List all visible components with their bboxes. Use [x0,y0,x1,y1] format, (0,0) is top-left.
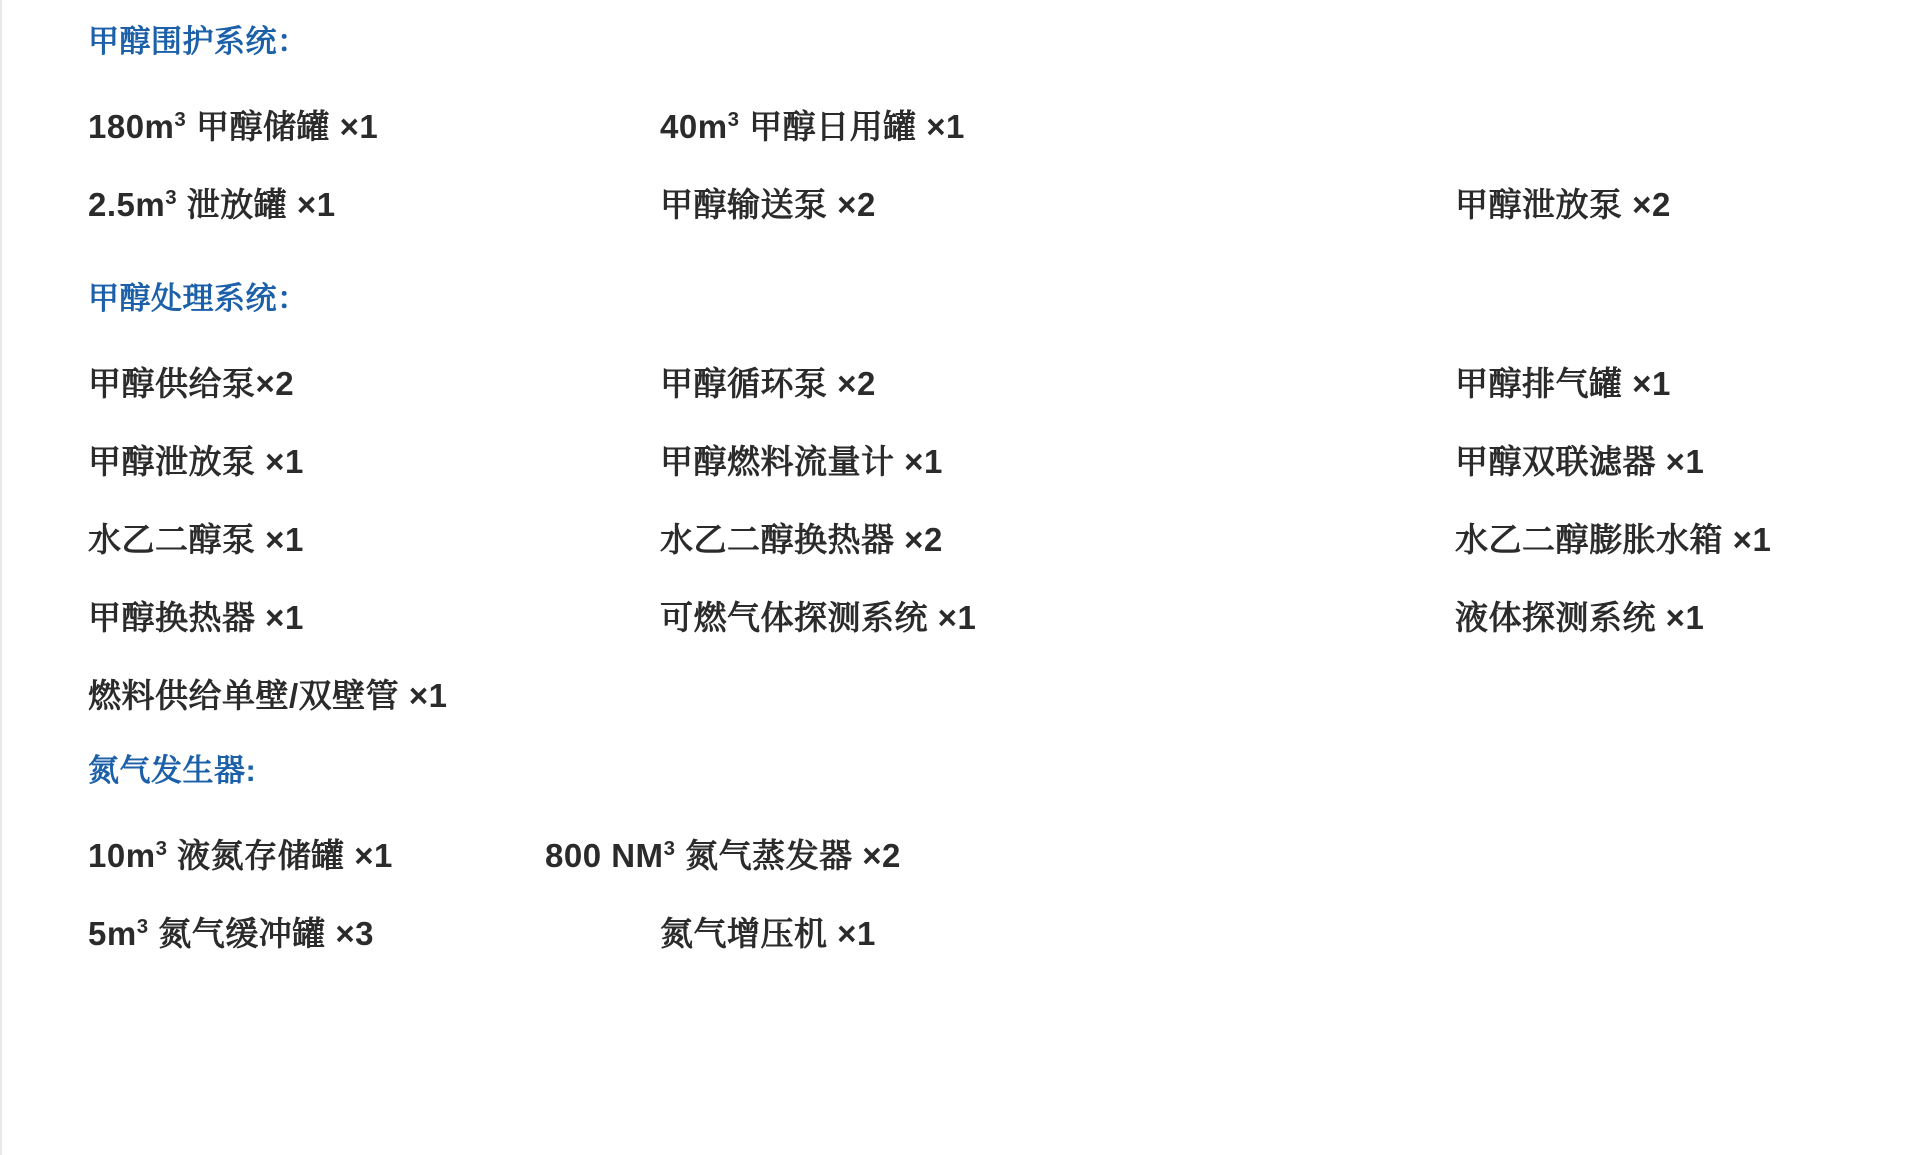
equipment-item: 氮气增压机 ×1 [660,915,876,952]
equipment-item: 甲醇供给泵×2 [88,365,295,402]
equipment-row [0,101,965,179]
equipment-item: $180m^3$ 甲醇储罐 ×1 [88,108,379,145]
section-methanol-processing [0,273,1772,748]
equipment-item: 甲醇泄放泵 ×1 [88,443,304,480]
equipment-item: 水乙二醇换热器 ×2 [660,521,943,558]
equipment-item: $10m^3$ 液氮存储罐 ×1 [88,837,393,874]
equipment-row [0,670,448,748]
equipment-item: 可燃气体探测系统 ×1 [660,599,977,636]
section-rows [0,830,901,986]
equipment-row [0,358,1671,436]
section-nitrogen-generator [0,745,901,986]
equipment-item: 水乙二醇泵 ×1 [88,521,304,558]
equipment-item: $2.5m^3$ 泄放罐 ×1 [88,186,336,223]
equipment-item: 甲醇输送泵 ×2 [660,186,876,223]
equipment-item: 甲醇循环泵 ×2 [660,365,876,402]
section-title: 氮气发生器: [88,753,257,788]
equipment-item: 液体探测系统 ×1 [1455,599,1705,636]
equipment-item: 甲醇排气罐 ×1 [1455,365,1671,402]
equipment-item: 800 $NM^3$ 氮气蒸发器 ×2 [545,837,901,874]
equipment-row [0,514,1772,592]
section-rows [0,101,1671,257]
equipment-row [0,179,1671,257]
equipment-item: 燃料供给单壁/双壁管 ×1 [88,677,448,714]
section-title: 甲醇处理系统： [88,281,309,316]
equipment-row [0,436,1705,514]
equipment-item: 甲醇泄放泵 ×2 [1455,186,1671,223]
equipment-row [0,592,1705,670]
section-methanol-containment [0,16,1671,257]
equipment-item: $40m^3$ 甲醇日用罐 ×1 [660,108,965,145]
equipment-item: 水乙二醇膨胀水箱 ×1 [1455,521,1772,558]
equipment-item: 甲醇双联滤器 ×1 [1455,443,1705,480]
equipment-row [0,830,901,908]
section-title: 甲醇围护系统： [88,24,309,59]
section-rows [0,358,1772,748]
equipment-row [0,908,876,986]
equipment-item: 甲醇燃料流量计 ×1 [660,443,943,480]
equipment-item: 甲醇换热器 ×1 [88,599,304,636]
equipment-item: $5m^3$ 氮气缓冲罐 ×3 [88,915,375,952]
